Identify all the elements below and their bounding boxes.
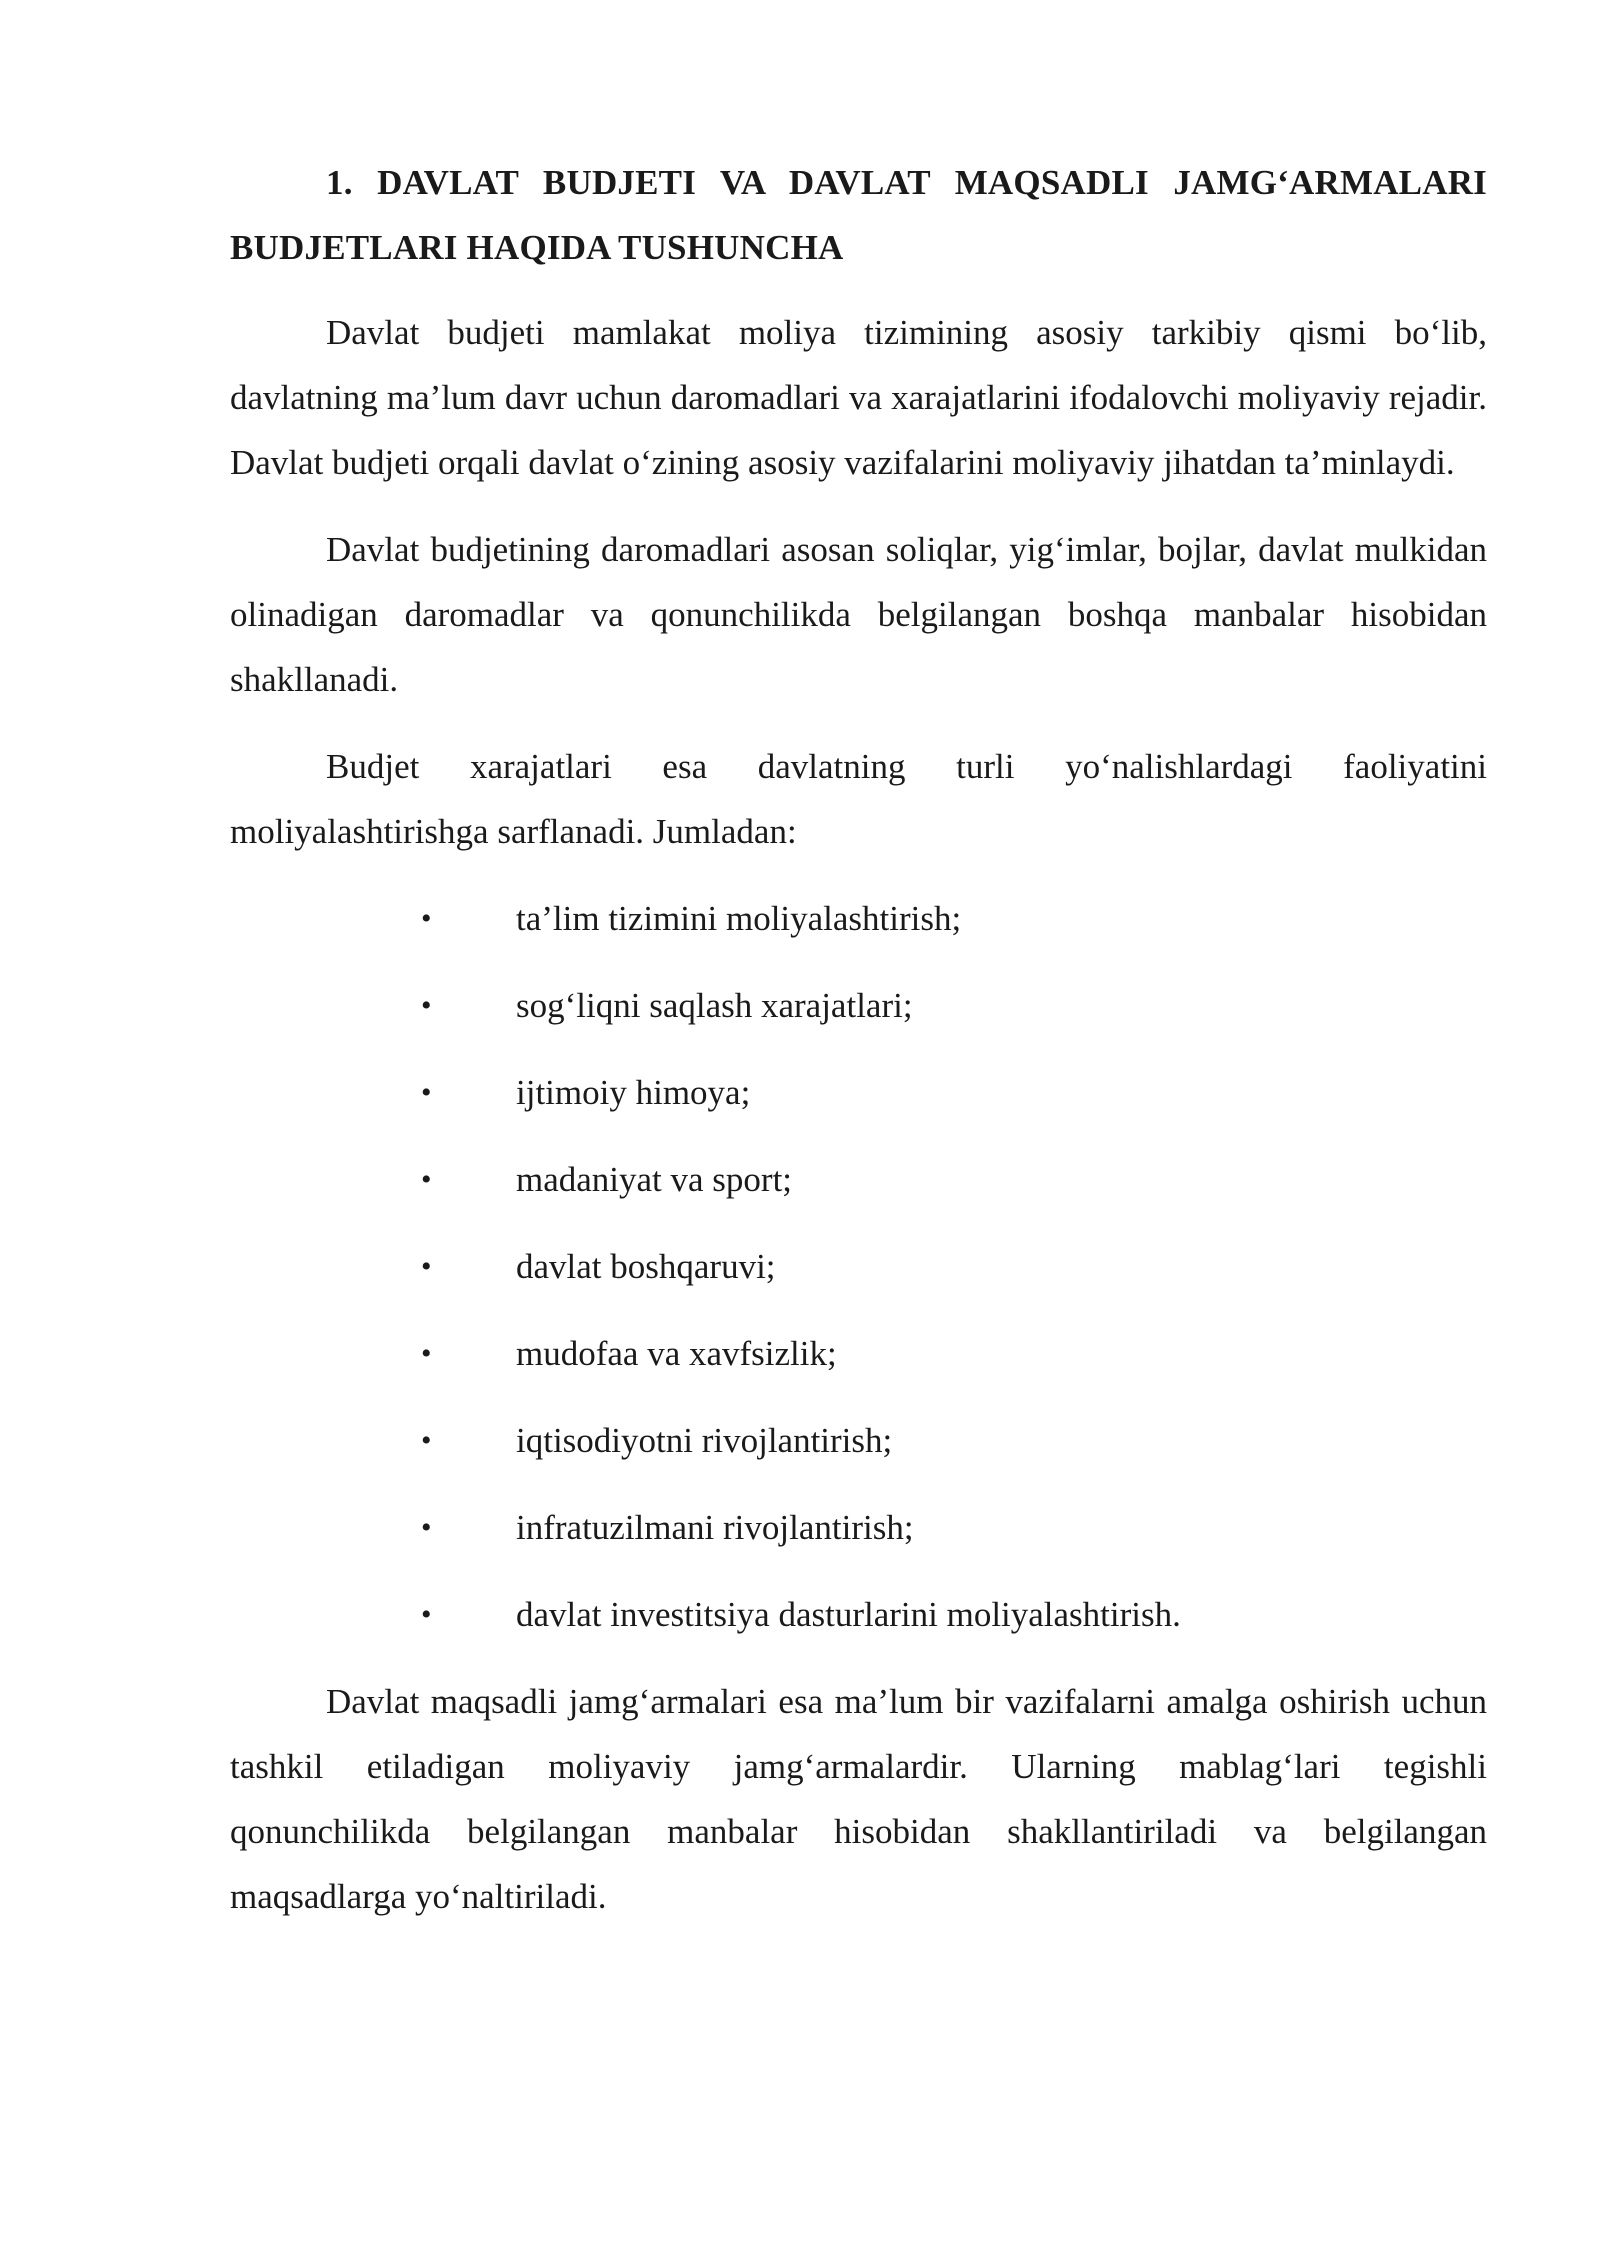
paragraph-budget-expenses: Budjet xarajatlari esa davlatning turli yo‘nalishlardagi faoliyatini moliyalashtirishga sarflanadi. Jumladan: [230,747,1487,851]
list-item [230,1147,1487,1212]
bullet-icon: • [421,1250,432,1283]
bullet-icon: • [421,1424,432,1457]
paragraph-target-funds: Davlat maqsadli jamg‘armalari esa ma’lum bir vazifalarni amalga oshirish uchun tashkil etiladigan moliyaviy jamg‘armalardir. Ularning mablag‘lari tegishli qonunchilikda belgilangan manbalar hisobidan shakllantiriladi va belgilangan maqsadlarga yo‘naltiriladi. [230,1682,1487,1916]
list-item-text: iqtisodiyotni rivojlantirish; [516,1421,893,1460]
list-item [230,1321,1487,1386]
bullet-icon: • [421,902,432,935]
paragraph-budget-revenues: Davlat budjetining daromadlari asosan soliqlar, yig‘imlar, bojlar, davlat mulkidan olinadigan daromadlar va qonunchilikda belgilangan boshqa manbalar hisobidan shakllanadi. [230,530,1487,699]
list-item-text: madaniyat va sport; [516,1160,793,1199]
bullet-icon: • [421,1163,432,1196]
list-item-text: davlat investitsiya dasturlarini moliyalashtirish. [516,1595,1181,1634]
list-item-text: sog‘liqni saqlash xarajatlari; [516,986,913,1025]
list-item-text: infratuzilmani rivojlantirish; [516,1508,914,1547]
bullet-icon: • [421,989,432,1022]
section-heading: 1. DAVLAT BUDJETI VA DAVLAT MAQSADLI JAMG‘ARMALARI BUDJETLARI HAQIDA TUSHUNCHA [230,163,1487,267]
list-item [230,1060,1487,1125]
list-item [230,1234,1487,1299]
bullet-icon: • [421,1598,432,1631]
list-item [230,1582,1487,1647]
list-item [230,886,1487,951]
list-item-text: mudofaa va xavfsizlik; [516,1334,837,1373]
bullet-icon: • [421,1511,432,1544]
bullet-icon: • [421,1076,432,1109]
bullet-icon: • [421,1337,432,1370]
list-item-text: davlat boshqaruvi; [516,1247,776,1286]
list-item-text: ijtimoiy himoya; [516,1073,751,1112]
paragraph-budget-definition: Davlat budjeti mamlakat moliya tizimining asosiy tarkibiy qismi bo‘lib, davlatning ma’lum davr uchun daromadlari va xarajatlarini ifodalovchi moliyaviy rejadir. Davlat budjeti orqali davlat o‘zining asosiy vazifalarini moliyaviy jihatdan ta’minlaydi. [230,313,1487,482]
expense-list [230,886,1487,1647]
list-item [230,1495,1487,1560]
document-page [230,150,1487,1951]
list-item [230,1408,1487,1473]
list-item-text: ta’lim tizimini moliyalashtirish; [516,899,962,938]
list-item [230,973,1487,1038]
